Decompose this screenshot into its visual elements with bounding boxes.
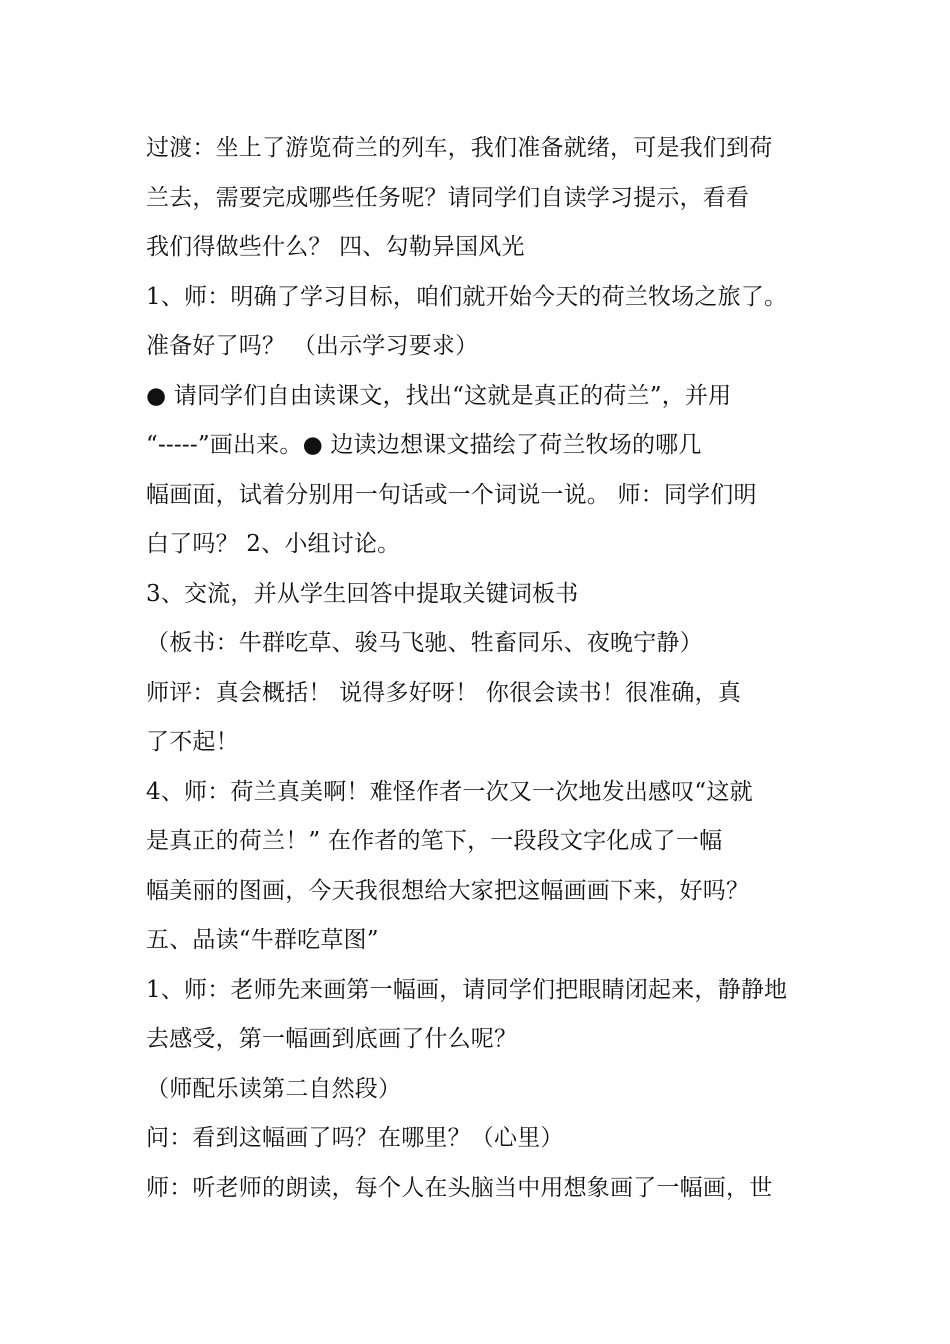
text-line: 4、师：荷兰真美啊！难怪作者一次又一次地发出感叹“这就 (146, 778, 753, 805)
text-line: 1、师：明确了学习目标，咱们就开始今天的荷兰牧场之旅了。 (146, 283, 788, 310)
text-line: 我们得做些什么？ 四、勾勒异国风光 (146, 234, 525, 260)
text-line: 幅美丽的图画，今天我很想给大家把这幅画画下来，好吗？ (146, 877, 750, 904)
text-line: 五、品读“牛群吃草图” (146, 927, 379, 953)
text-line: （师配乐读第二自然段） (146, 1075, 402, 1102)
text-line: 幅画面，试着分别用一句话或一个词说一说。 师：同学们明 (146, 481, 757, 508)
document-body (146, 124, 816, 1213)
text-line: 师：听老师的朗读，每个人在头脑当中用想象画了一幅画，世 (146, 1174, 773, 1201)
text-line: 兰去，需要完成哪些任务呢？请同学们自读学习提示，看看 (146, 184, 750, 211)
text-line: 了不起！ (146, 729, 239, 755)
text-line: （板书：牛群吃草、骏马飞驰、牲畜同乐、夜晚宁静） (146, 630, 703, 656)
text-line: 3、交流，并从学生回答中提取关键词板书 (146, 580, 579, 607)
text-line: 白了吗？ 2、小组讨论。 (146, 531, 401, 557)
text-line: ● 请同学们自由读课文，找出“这就是真正的荷兰”，并用 (146, 382, 732, 409)
text-line: “-----”画出来。● 边读边想课文描绘了荷兰牧场的哪几 (146, 432, 702, 458)
text-line: 准备好了吗？ （出示学习要求） (146, 333, 479, 359)
text-line: 师评：真会概括！ 说得多好呀！ 你很会读书！很准确，真 (146, 679, 742, 706)
text-line: 1、师：老师先来画第一幅画，请同学们把眼睛闭起来，静静地 (146, 976, 788, 1003)
text-line: 去感受，第一幅画到底画了什么呢？ (146, 1026, 518, 1052)
text-line: 是真正的荷兰！” 在作者的笔下，一段段文字化成了一幅 (146, 828, 723, 854)
text-line: 过渡：坐上了游览荷兰的列车，我们准备就绪，可是我们到荷 (146, 135, 773, 161)
text-line: 问：看到这幅画了吗？在哪里？（心里） (146, 1125, 564, 1151)
